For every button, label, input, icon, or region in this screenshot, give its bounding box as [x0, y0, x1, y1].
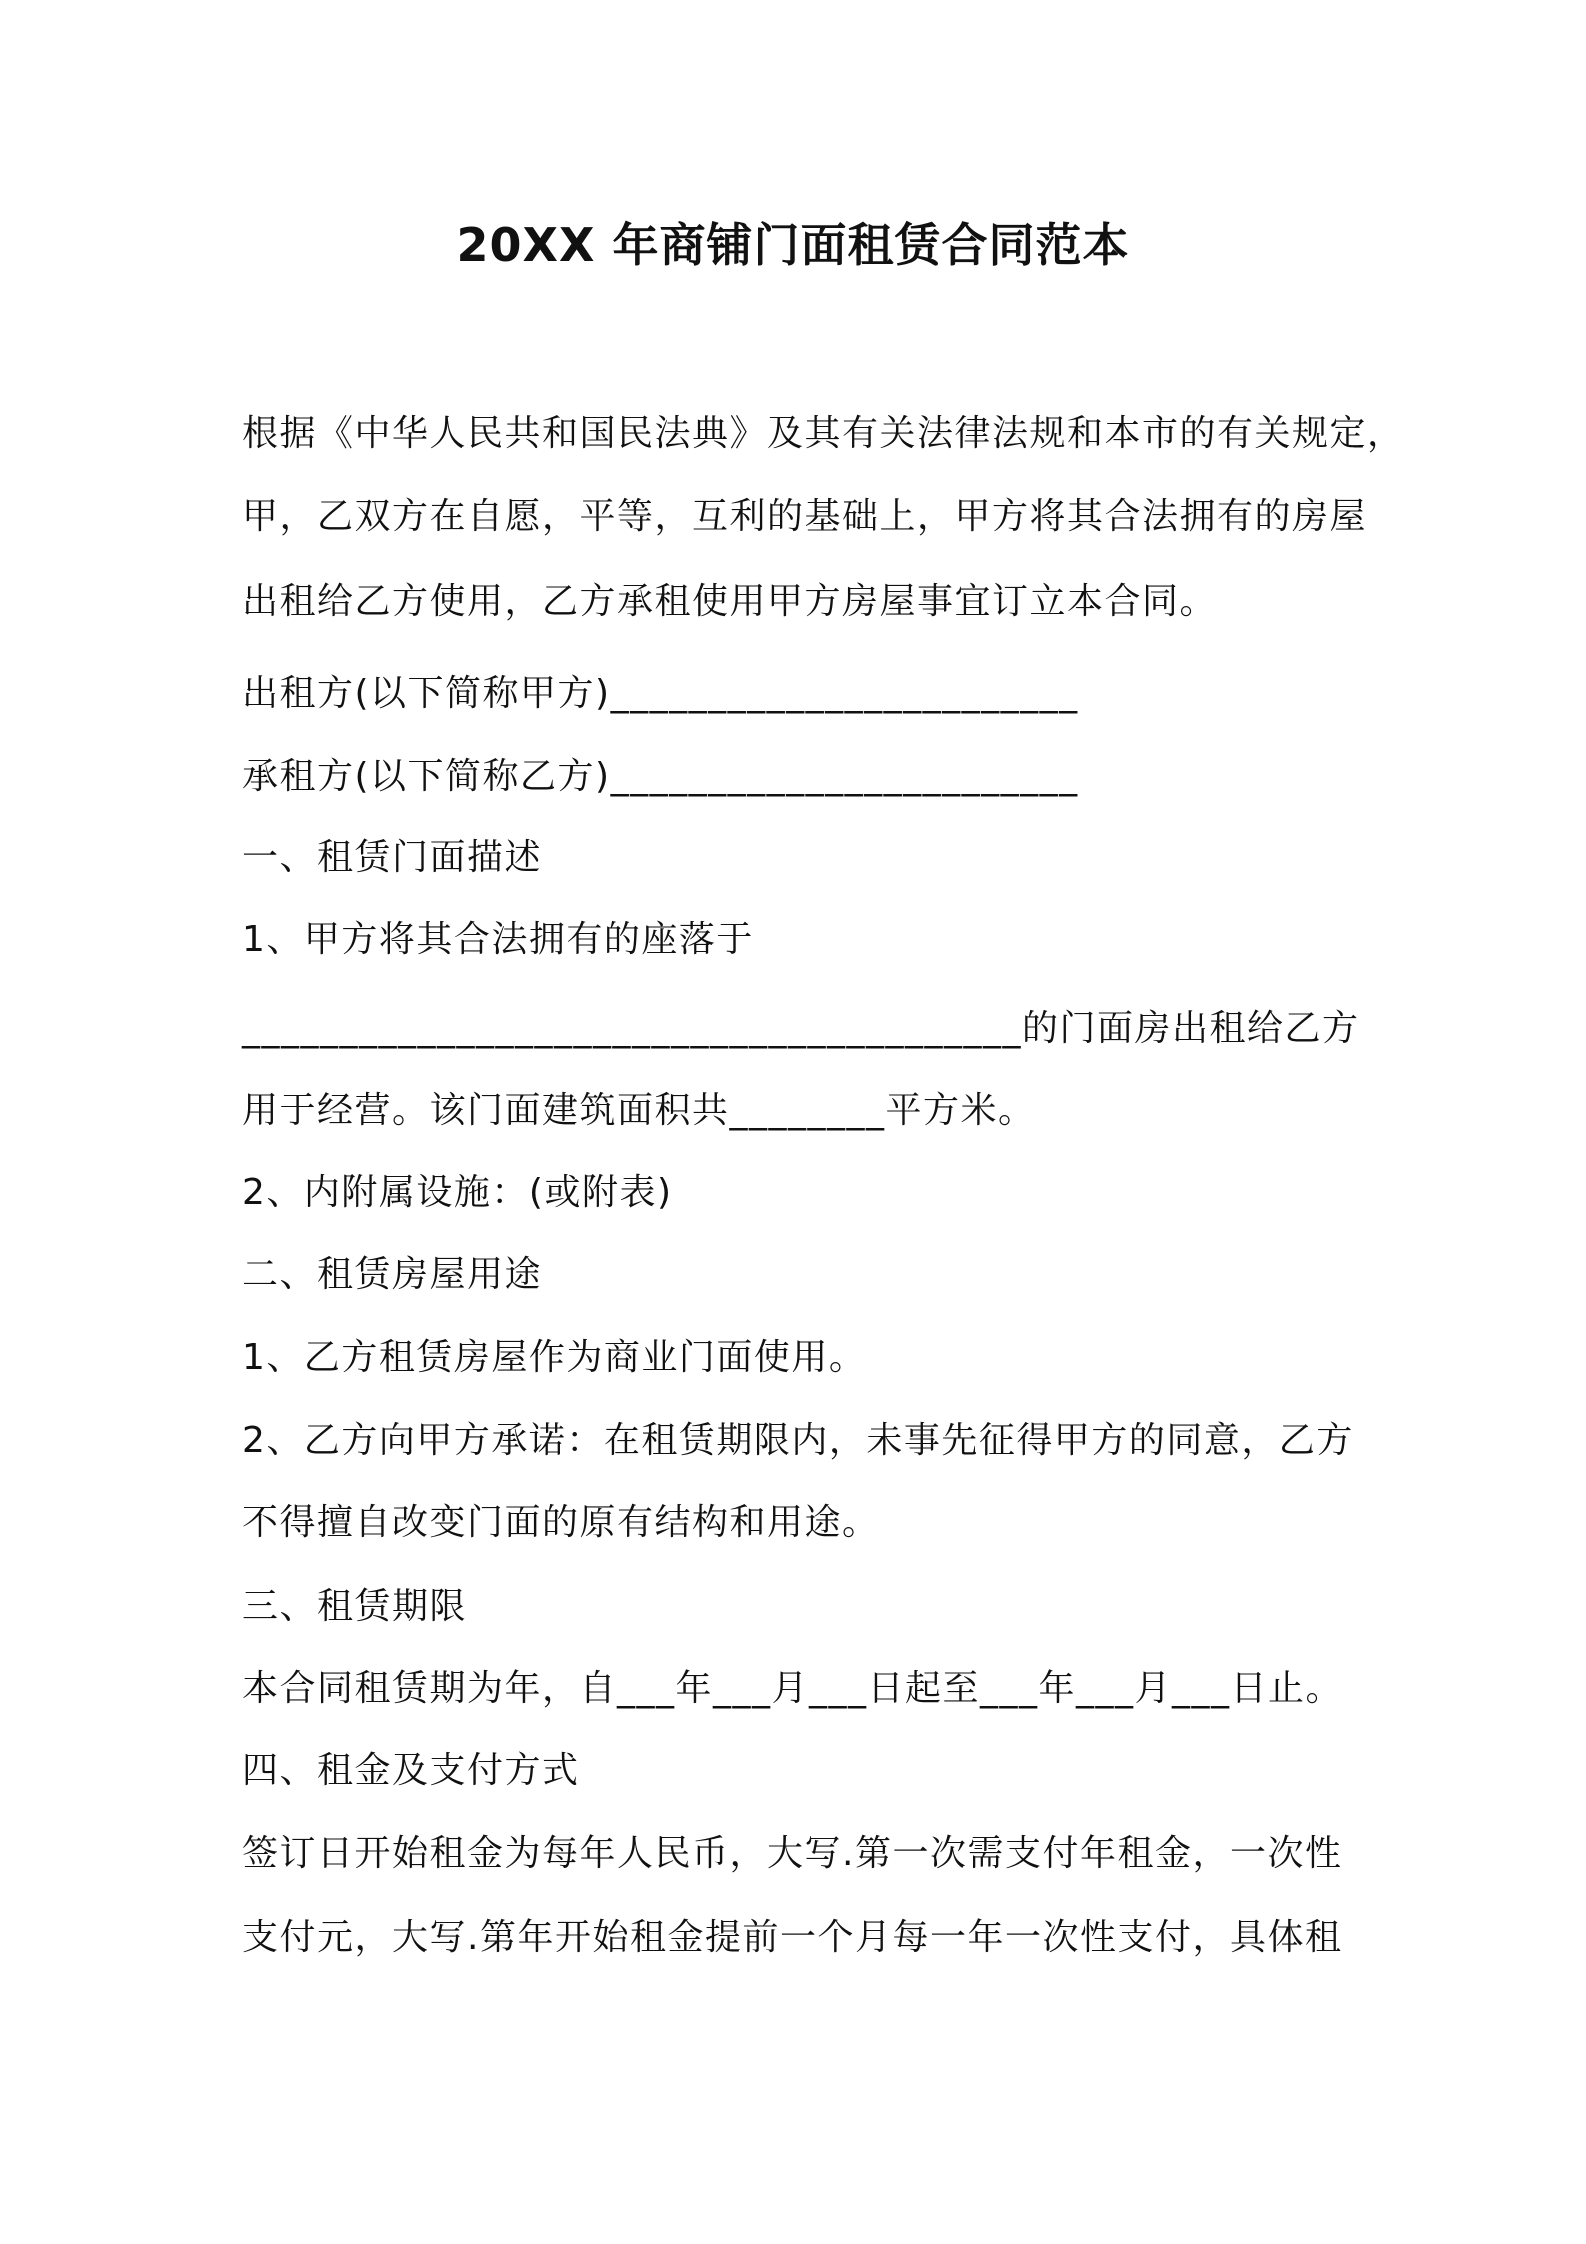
clause-1-1-line-1: 1、甲方将其合法拥有的座落于: [242, 919, 754, 960]
intro-paragraph-line-2: 甲，乙双方在自愿，平等，互利的基础上，甲方将其合法拥有的房屋: [242, 496, 1368, 537]
clause-1-1-line-2: ________________________________________的门面房出租给乙方: [242, 1008, 1360, 1049]
lease-term-line: 本合同租赁期为年，自___年___月___日起至___年___月___日止。: [242, 1668, 1344, 1709]
clause-2-1: 1、乙方租赁房屋作为商业门面使用。: [242, 1337, 867, 1378]
section-heading-2: 二、租赁房屋用途: [242, 1254, 543, 1295]
lessor-line: 出租方(以下简称甲方)________________________: [242, 673, 1079, 714]
section-heading-3: 三、租赁期限: [242, 1586, 468, 1627]
clause-1-2: 2、内附属设施：(或附表): [242, 1172, 673, 1213]
clause-2-2-line-2: 不得擅自改变门面的原有结构和用途。: [242, 1502, 880, 1543]
clause-1-1-line-3: 用于经营。该门面建筑面积共________平方米。: [242, 1090, 1036, 1131]
intro-paragraph-line-1: 根据《中华人民共和国民法典》及其有关法律法规和本市的有关规定，: [242, 413, 1405, 454]
rent-paragraph-line-1: 签订日开始租金为每年人民币，大写.第一次需支付年租金，一次性: [242, 1833, 1343, 1874]
page-title: 20XX 年商铺门面租赁合同范本: [456, 218, 1130, 272]
rent-paragraph-line-2: 支付元，大写.第年开始租金提前一个月每一年一次性支付，具体租: [242, 1917, 1343, 1958]
lessee-line: 承租方(以下简称乙方)________________________: [242, 756, 1079, 797]
clause-2-2-line-1: 2、乙方向甲方承诺：在租赁期限内，未事先征得甲方的同意，乙方: [242, 1420, 1354, 1461]
section-heading-1: 一、租赁门面描述: [242, 837, 543, 878]
section-heading-4: 四、租金及支付方式: [242, 1750, 580, 1791]
intro-paragraph-line-3: 出租给乙方使用，乙方承租使用甲方房屋事宜订立本合同。: [242, 581, 1218, 622]
